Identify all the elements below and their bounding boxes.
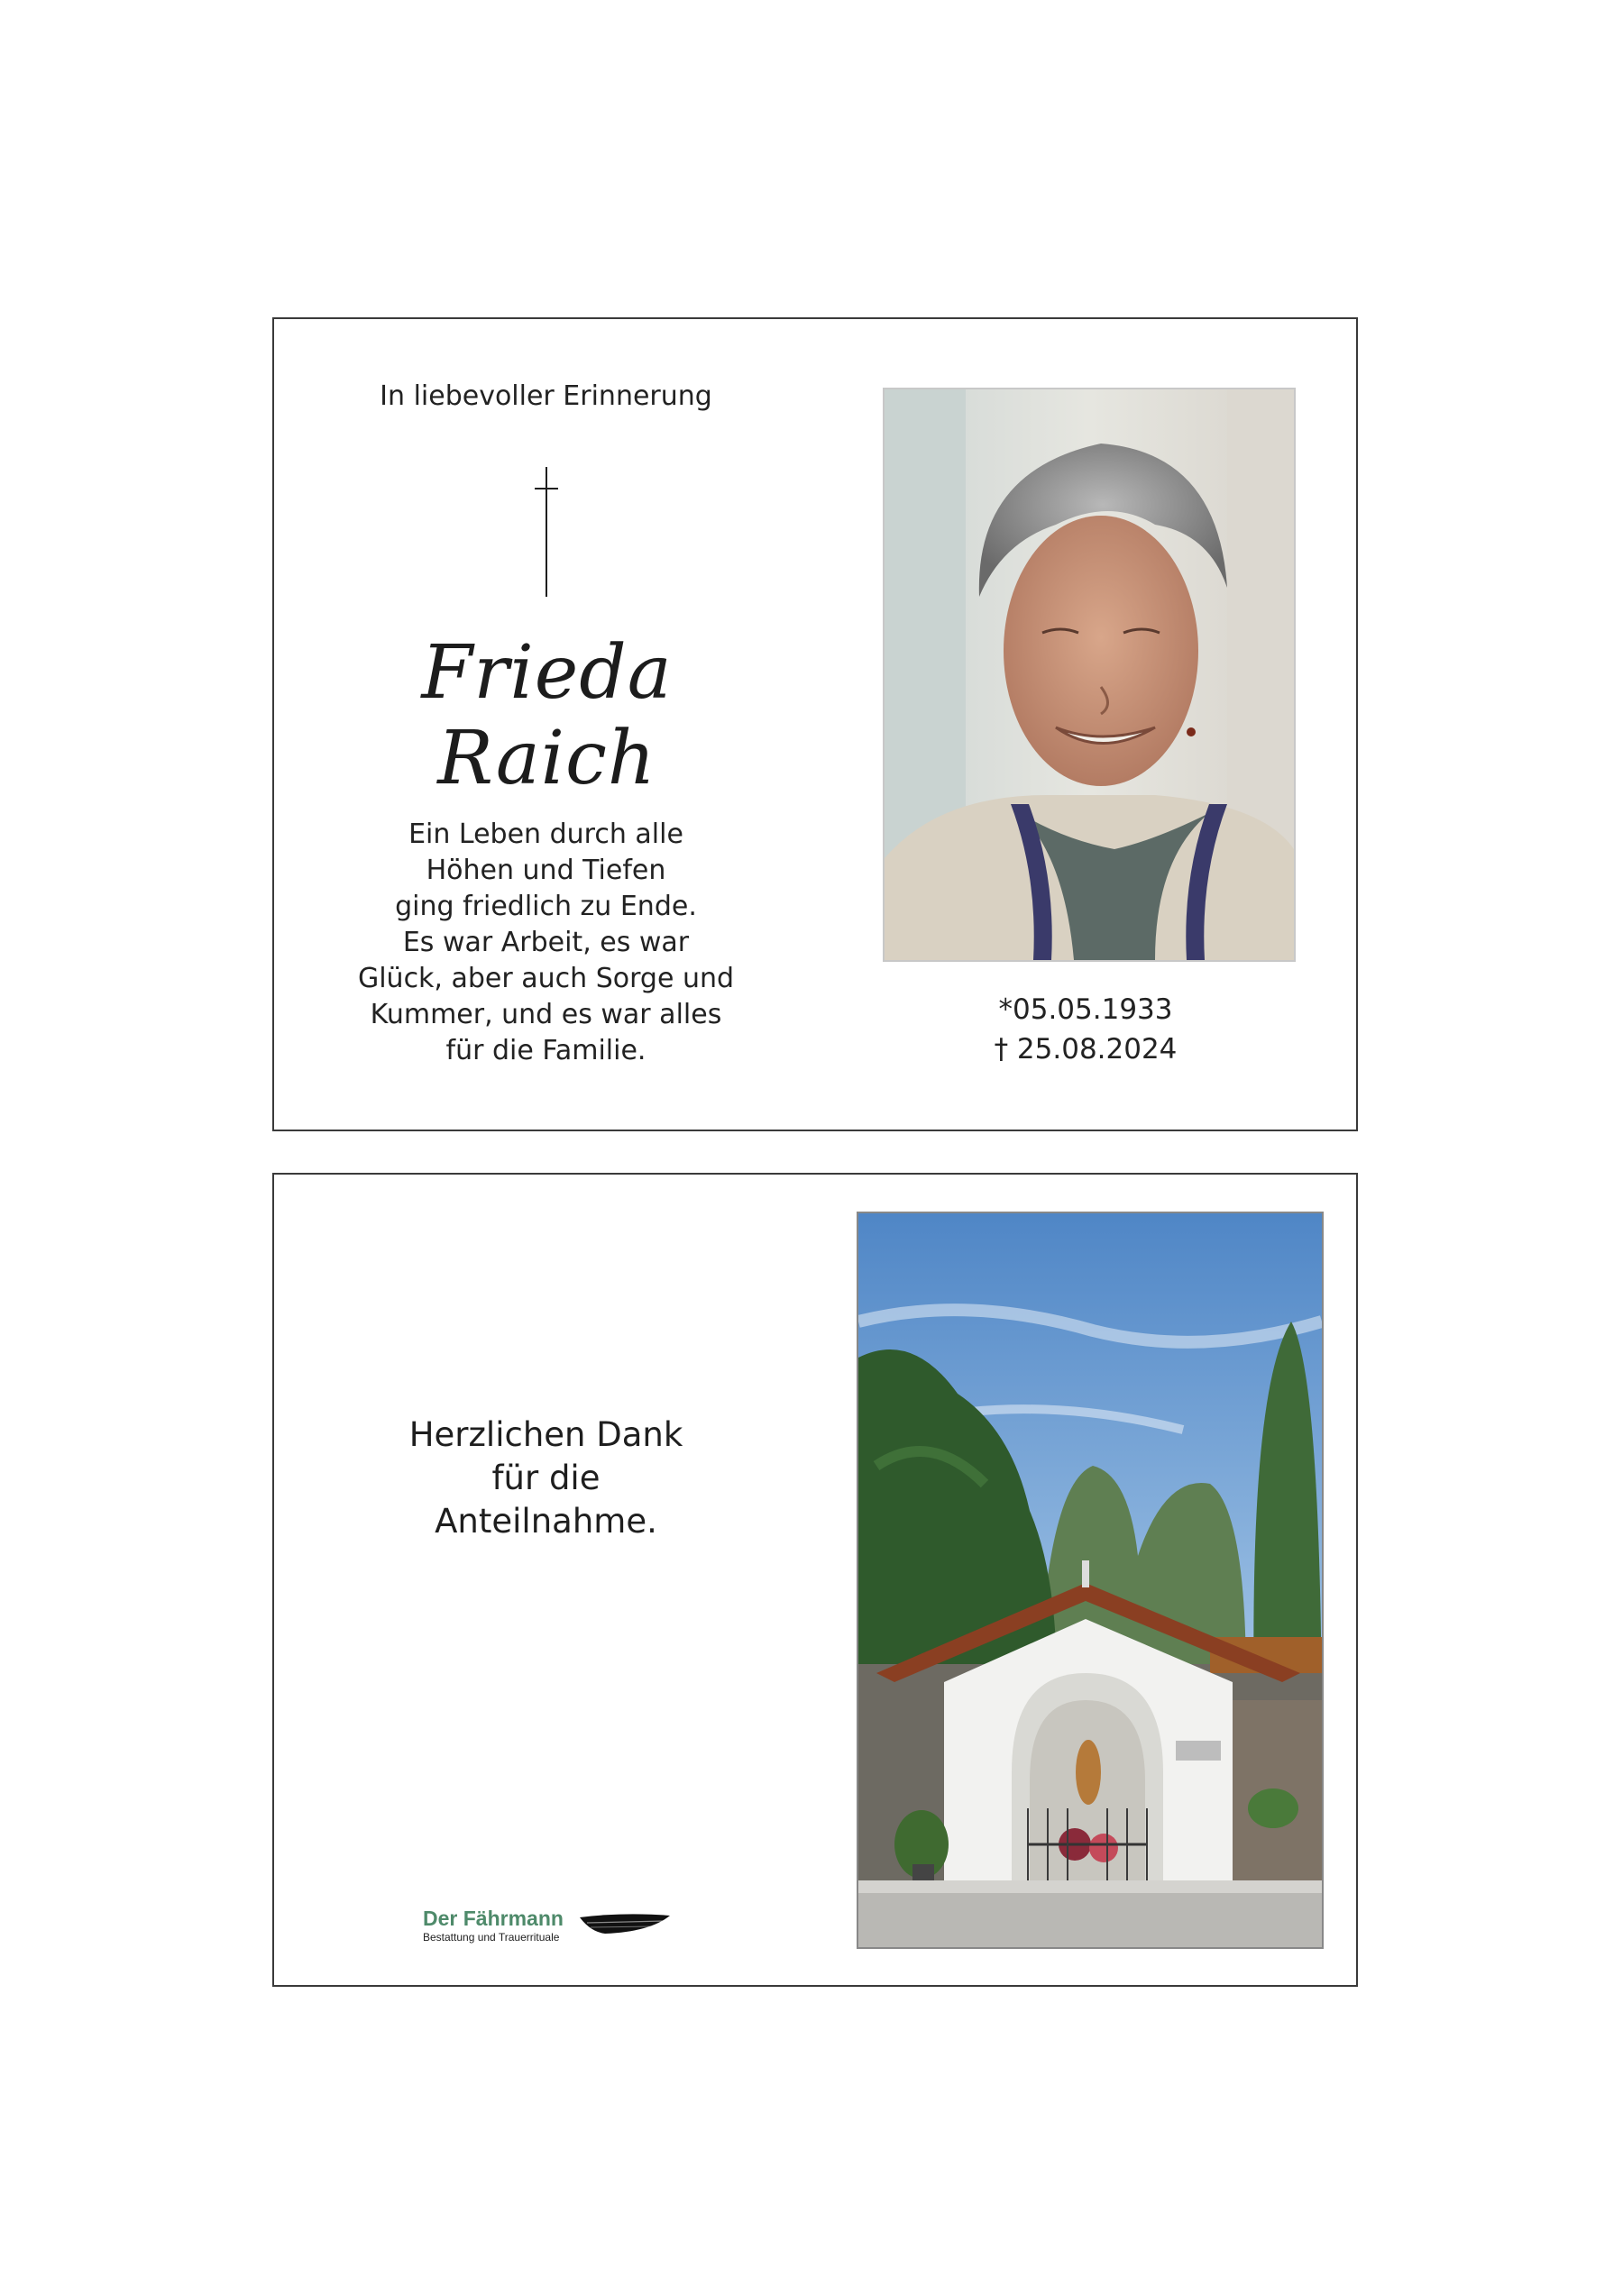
deceased-name: Frieda Raich xyxy=(421,630,673,801)
life-dates xyxy=(941,990,1230,1069)
thanks-line: Anteilnahme. xyxy=(435,1502,657,1541)
logo-name: Der Fährmann xyxy=(423,1907,564,1930)
boat-icon xyxy=(578,1910,672,1935)
logo-tagline: Bestattung und Trauerrituale xyxy=(423,1931,560,1944)
verse-line: Höhen und Tiefen xyxy=(426,855,666,886)
thanks-message xyxy=(328,1413,764,1543)
verse-line: Ein Leben durch alle xyxy=(408,819,683,850)
funeral-home-logo xyxy=(423,1907,564,1944)
portrait-photo xyxy=(883,388,1296,962)
verse-line: ging friedlich zu Ende. xyxy=(395,891,697,922)
memorial-verse xyxy=(310,817,782,1069)
verse-line: für die Familie. xyxy=(445,1035,646,1066)
thanks-line: Herzlichen Dank xyxy=(408,1415,683,1454)
birth-date: *05.05.1933 xyxy=(998,993,1173,1026)
chapel-photo xyxy=(857,1212,1324,1949)
thanks-line: für die xyxy=(491,1459,601,1497)
memorial-card-front xyxy=(272,317,1358,1131)
verse-line: Glück, aber auch Sorge und xyxy=(357,963,735,994)
memorial-card-back xyxy=(272,1173,1358,1987)
cross-icon xyxy=(535,467,558,597)
verse-line: Kummer, und es war alles xyxy=(370,999,722,1030)
card-heading: In liebevoller Erinnerung xyxy=(380,380,712,412)
death-date: † 25.08.2024 xyxy=(994,1033,1178,1066)
verse-line: Es war Arbeit, es war xyxy=(402,927,690,958)
